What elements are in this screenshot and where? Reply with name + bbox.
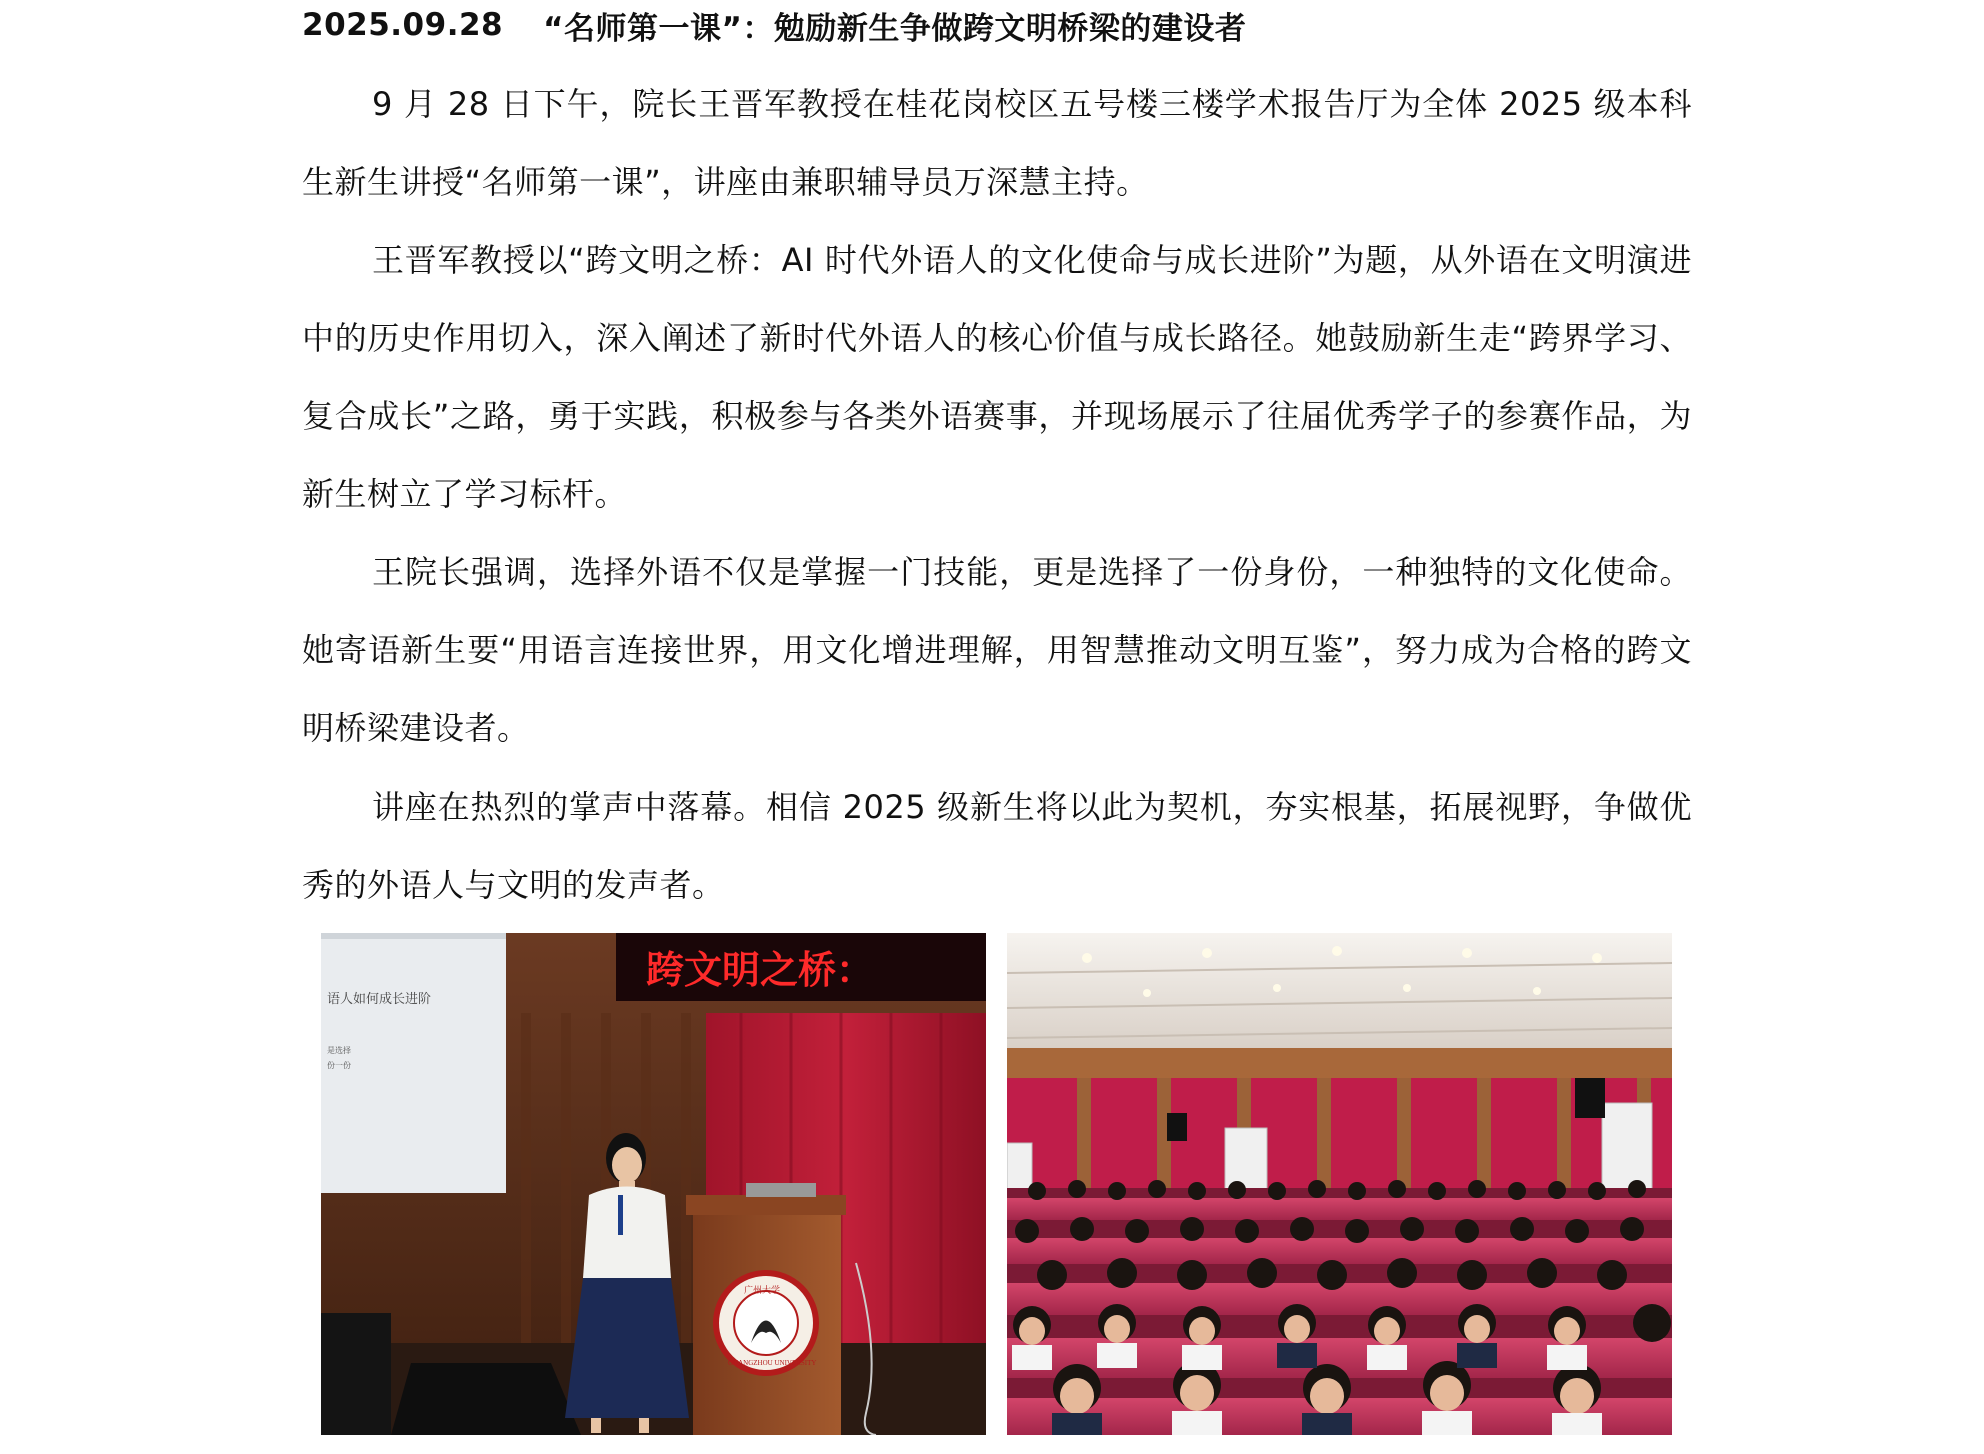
slide-line-2: 是选择 [327,1046,351,1055]
emblem-chinese-text: 广州大学 [744,1285,781,1295]
lecture-speaker-photo [321,933,986,1435]
audience-photo [1007,933,1672,1435]
audience-photo-illustration [1007,933,1672,1435]
article-headline [302,2,1246,48]
slide-line-1: 语人如何成长进阶 [327,991,432,1006]
led-banner-text: 跨文明之桥： [646,950,875,992]
paragraph-3: 王院长强调，选择外语不仅是掌握一门技能，更是选择了一份身份，一种独特的文化使命。她寄语新生要“用语言连接世界，用文化增进理解，用智慧推动文明互鉴”，努力成为合格的跨文明桥梁建设者。 [302,553,1692,747]
emblem-ring-text: GUANGZHOU UNIVERSITY [728,1359,817,1367]
speaker-photo-illustration [321,933,986,1435]
paragraph-1: 9 月 28 日下午，院长王晋军教授在桂花岗校区五号楼三楼学术报告厅为全体 2025 级本科生新生讲授“名师第一课”，讲座由兼职辅导员万深慧主持。 [302,85,1692,201]
article-date: 2025.09.28 [302,7,504,43]
article-title: “名师第一课”：勉励新生争做跨文明桥梁的建设者 [543,10,1247,47]
paragraph-4: 讲座在热烈的掌声中落幕。相信 2025 级新生将以此为契机，夯实根基，拓展视野，争做优秀的外语人与文明的发声者。 [302,788,1692,904]
paragraph-2: 王晋军教授以“跨文明之桥：AI 时代外语人的文化使命与成长进阶”为题，从外语在文明演进中的历史作用切入，深入阐述了新时代外语人的核心价值与成长路径。她鼓励新生走“跨界学习、复合成长”之路，勇于实践，积极参与各类外语赛事，并现场展示了往届优秀学子的参赛作品，为新生树立了学习标杆。 [302,241,1692,513]
podium [686,1183,846,1435]
slide-line-3: 份一份 [327,1061,351,1070]
